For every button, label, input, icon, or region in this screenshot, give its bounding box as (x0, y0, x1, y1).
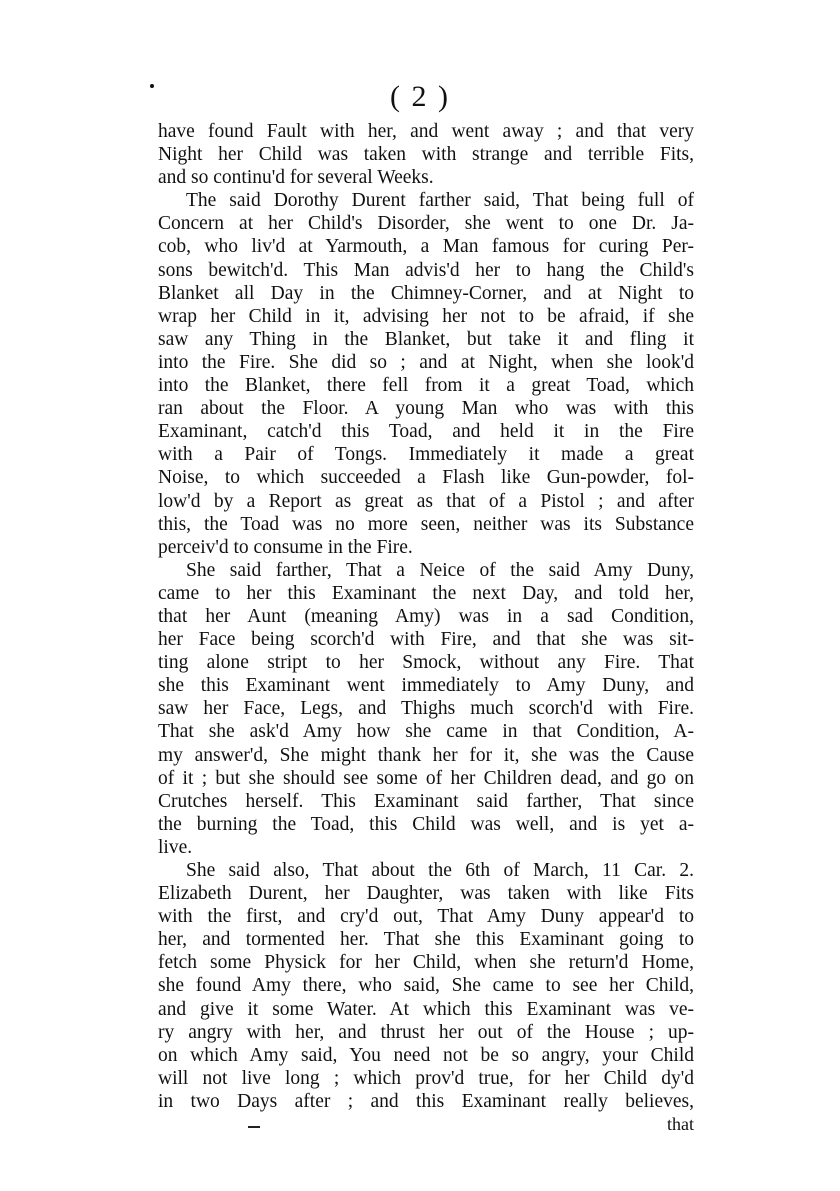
text-line: her, and tormented her. That she this Examinant going to (158, 929, 694, 951)
text-line: low'd by a Report as great as that of a Pistol ; and after (158, 490, 694, 512)
ink-mark (248, 1126, 260, 1128)
text-line: Night her Child was taken with strange and terrible Fits, (158, 144, 694, 166)
paragraph-start-line: The said Dorothy Durent farther said, That being full of (186, 190, 694, 212)
catchword: that (667, 1114, 694, 1135)
text-line: into the Fire. She did so ; and at Night, when she look'd (158, 351, 694, 373)
text-line: this, the Toad was no more seen, neither was its Substance (158, 513, 694, 535)
paragraph-start-line: She said farther, That a Neice of the said Amy Duny, (186, 559, 694, 581)
body-text (158, 120, 694, 1135)
text-line: have found Fault with her, and went away ; and that very (158, 121, 694, 142)
text-line: Concern at her Child's Disorder, she went to one Dr. Ja- (158, 213, 694, 235)
text-line: live. (158, 836, 193, 858)
text-line: Noise, to which succeeded a Flash like Gun-powder, fol- (158, 467, 694, 489)
text-line: came to her this Examinant the next Day, and told her, (158, 582, 694, 604)
text-line: ry angry with her, and thrust her out of the House ; up- (158, 1021, 694, 1043)
text-line: cob, who liv'd at Yarmouth, a Man famous for curing Per- (158, 236, 694, 258)
text-line: of it ; but she should see some of her Children dead, and go on (158, 767, 694, 789)
text-line: she this Examinant went immediately to Amy Duny, and (158, 675, 694, 697)
text-line: Examinant, catch'd this Toad, and held it in the Fire (158, 421, 694, 443)
text-line: saw any Thing in the Blanket, but take it and fling it (158, 328, 694, 350)
text-line: and so continu'd for several Weeks. (158, 167, 434, 189)
text-line: on which Amy said, You need not be so angry, your Child (158, 1044, 694, 1066)
text-line: ran about the Floor. A young Man who was with this (158, 398, 694, 420)
text-line: with a Pair of Tongs. Immediately it made a great (158, 444, 694, 466)
text-line: That she ask'd Amy how she came in that Condition, A- (158, 721, 694, 743)
text-line: fetch some Physick for her Child, when she return'd Home, (158, 952, 694, 974)
text-line: that her Aunt (meaning Amy) was in a sad Condition, (158, 605, 694, 627)
text-line: Elizabeth Durent, her Daughter, was taken with like Fits (158, 883, 694, 905)
text-line: Blanket all Day in the Chimney-Corner, and at Night to (158, 282, 694, 304)
text-line: her Face being scorch'd with Fire, and that she was sit- (158, 629, 694, 651)
text-line: Crutches herself. This Examinant said farther, That since (158, 790, 694, 812)
text-line: she found Amy there, who said, She came to see her Child, (158, 975, 694, 997)
text-line: my answer'd, She might thank her for it, she was the Cause (158, 744, 694, 766)
text-line: sons bewitch'd. This Man advis'd her to hang the Child's (158, 259, 694, 281)
text-line: and give it some Water. At which this Examinant was ve- (158, 998, 694, 1020)
text-line: perceiv'd to consume in the Fire. (158, 536, 413, 558)
text-line: into the Blanket, there fell from it a great Toad, which (158, 375, 694, 397)
text-line: in two Days after ; and this Examinant really believes, (158, 1090, 694, 1112)
text-line: with the first, and cry'd out, That Amy Duny appear'd to (158, 906, 694, 928)
text-line: the burning the Toad, this Child was well, and is yet a- (158, 813, 694, 835)
page-number: ( 2 ) (390, 80, 450, 113)
text-line: wrap her Child in it, advising her not to be afraid, if she (158, 305, 694, 327)
paragraph-start-line: She said also, That about the 6th of March, 11 Car. 2. (186, 860, 694, 881)
text-line: ting alone stript to her Smock, without any Fire. That (158, 652, 694, 674)
text-line: will not live long ; which prov'd true, for her Child dy'd (158, 1067, 694, 1089)
text-line: saw her Face, Legs, and Thighs much scorch'd with Fire. (158, 698, 694, 720)
